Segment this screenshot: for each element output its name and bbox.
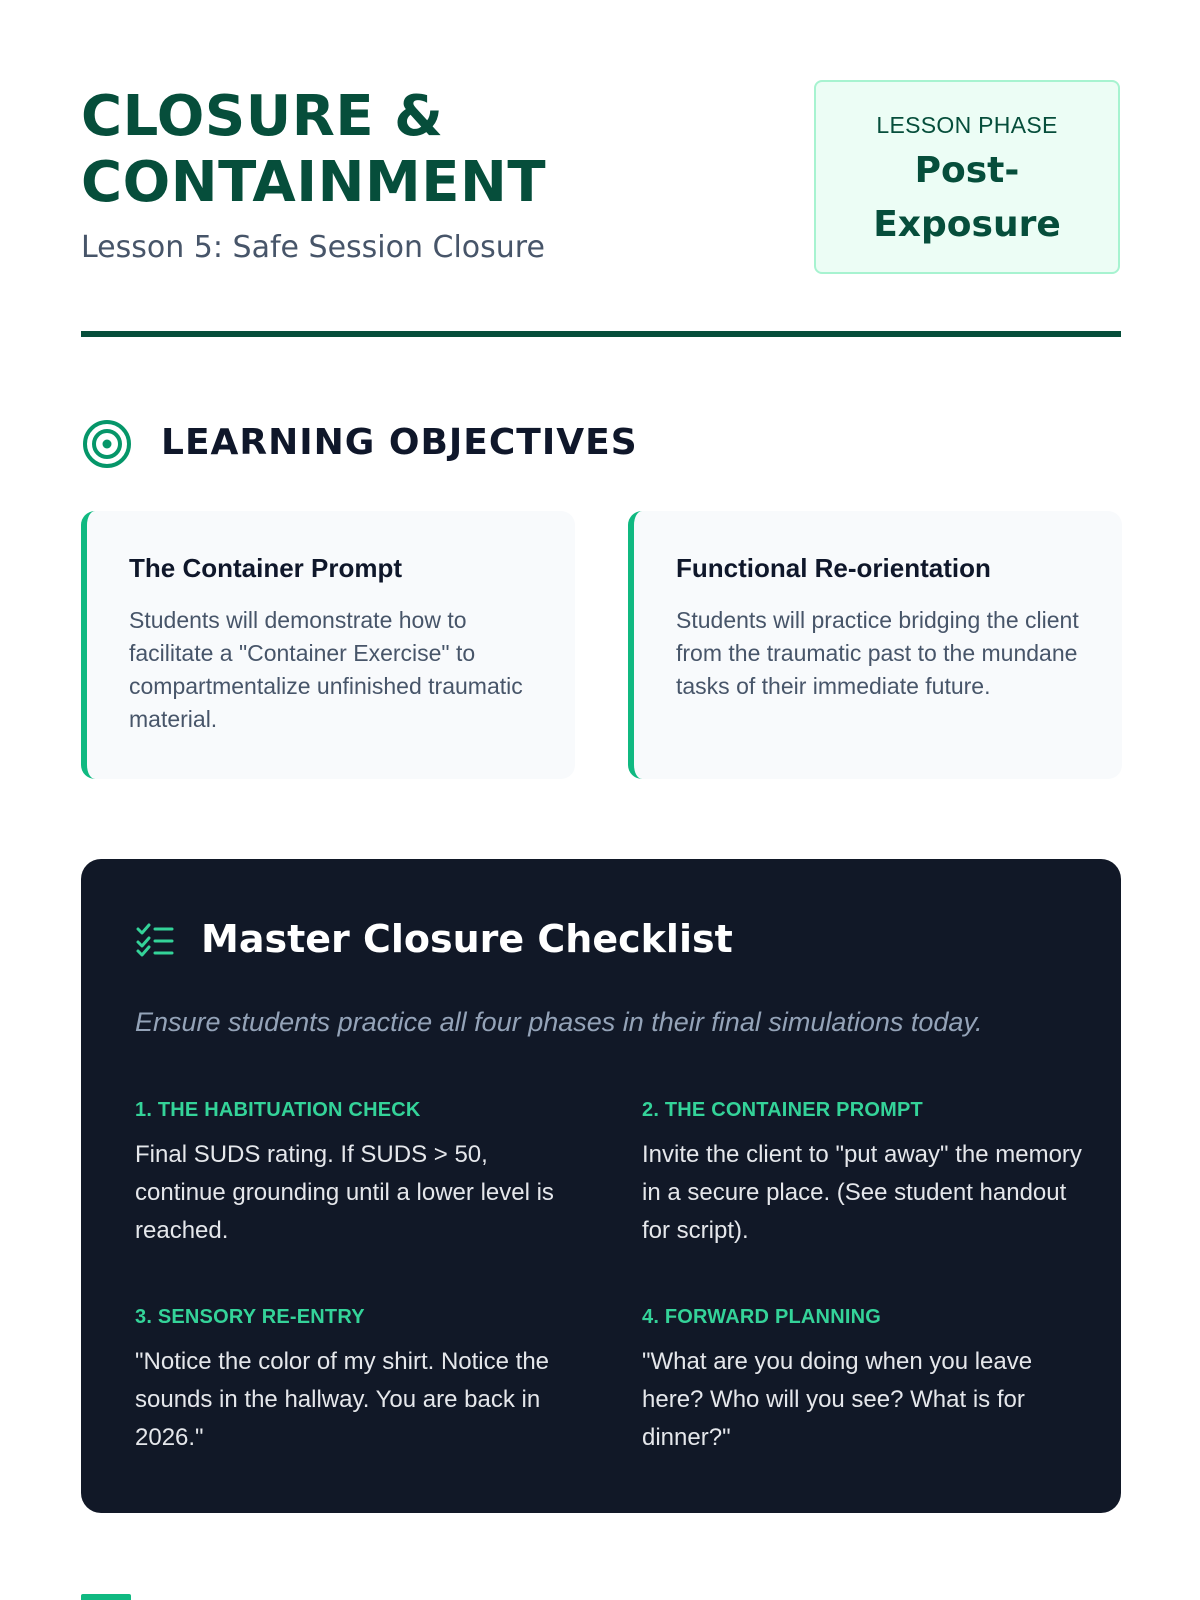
header-divider [81,331,1121,337]
checklist-step-label: 1. THE HABITUATION CHECK [135,1099,421,1121]
checklist-step [642,1306,1082,1457]
checklist-step [135,1099,575,1250]
checklist-icon [135,923,175,959]
title-line-2: CONTAINMENT [81,150,547,215]
master-closure-checklist [81,859,1121,1513]
lesson-phase-label: LESSON PHASE [876,112,1058,138]
objective-card [628,511,1122,779]
checklist-step-label: 2. THE CONTAINER PROMPT [642,1099,923,1121]
checklist-title: Master Closure Checklist [201,917,733,961]
checklist-step [642,1099,1082,1250]
objectives-title: LEARNING OBJECTIVES [161,422,638,463]
target-icon [81,418,133,470]
objective-card [81,511,575,779]
checklist-step-label: 3. SENSORY RE-ENTRY [135,1306,365,1328]
objective-card-text: Students will practice bridging the client from the traumatic past to the mundane tasks of their immediate future. [676,607,1079,699]
checklist-step [135,1306,575,1457]
title-line-1: CLOSURE & [81,84,444,149]
objective-card-text: Students will demonstrate how to facilitate a "Container Exercise" to compartmentalize unfinished traumatic material. [129,607,523,732]
checklist-step-text: Final SUDS rating. If SUDS > 50, continue grounding until a lower level is reached. [135,1141,554,1244]
checklist-step-label: 4. FORWARD PLANNING [642,1306,881,1328]
checklist-step-text: "Notice the color of my shirt. Notice the sounds in the hallway. You are back in 2026." [135,1348,550,1451]
lesson-phase-badge [814,80,1120,274]
page-header [81,80,1121,280]
checklist-intro: Ensure students practice all four phases in their final simulations today. [135,1007,983,1037]
next-section-icon [81,1594,131,1600]
page-title [81,84,546,216]
lesson-subtitle: Lesson 5: Safe Session Closure [81,230,545,265]
checklist-step-text: "What are you doing when you leave here? Who will you see? What is for dinner?" [642,1348,1033,1451]
objective-card-title: Functional Re-orientation [676,553,991,583]
checklist-step-text: Invite the client to "put away" the memory in a secure place. (See student handout for script). [642,1141,1082,1244]
objective-card-title: The Container Prompt [129,553,403,583]
lesson-phase-value: Post-Exposure [873,150,1061,245]
